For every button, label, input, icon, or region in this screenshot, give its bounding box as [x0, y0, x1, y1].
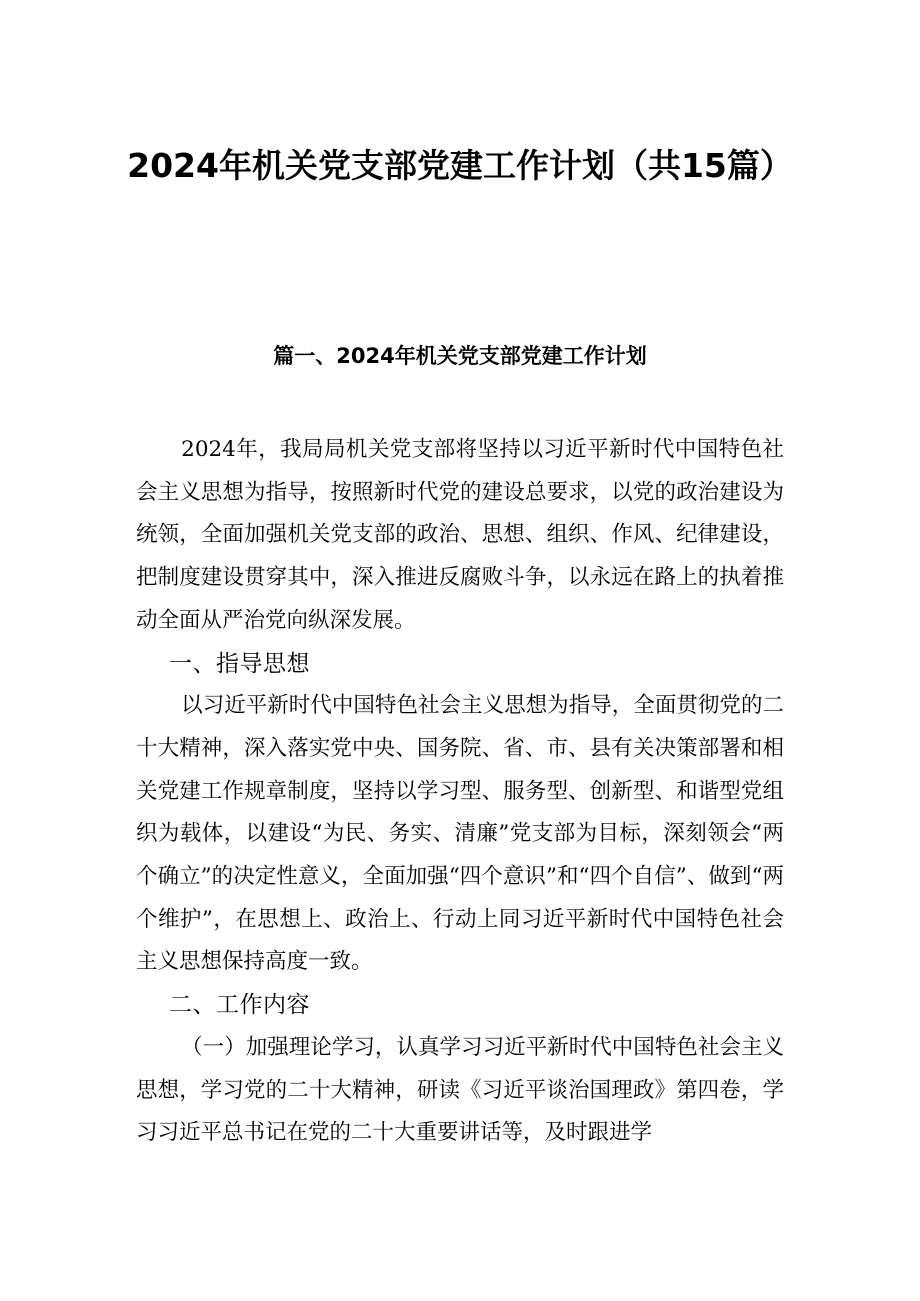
guiding-ideology-paragraph: 以习近平新时代中国特色社会主义思想为指导，全面贯彻党的二十大精神，深入落实党中央、国务院、省、市、县有关决策部署和相关党建工作规章制度，坚持以学习型、服务型、创新型、和谐型党组织为载体，以建设“为民、务实、清廉”党支部为目标，深刻领会“两个确立”的决定性意义，全面加强“四个意识”和“四个自信”、做到“两个维护”，在思想上、政治上、行动上同习近平新时代中国特色社会主义思想保持高度一致。: [136, 693, 784, 975]
document-title: 2024年机关党支部党建工作计划（共15篇）: [127, 146, 793, 185]
section-heading-work-content: 二、工作内容: [169, 992, 310, 1019]
document-body: [136, 429, 784, 1155]
section-heading-guiding-ideology: 一、指导思想: [169, 650, 310, 677]
work-content-paragraph: （一）加强理论学习，认真学习习近平新时代中国特色社会主义思想，学习党的二十大精神，研读《习近平谈治国理政》第四卷，学习习近平总书记在党的二十大重要讲话等，及时跟进学: [136, 1034, 784, 1146]
chapter-title: 篇一、2024年机关党支部党建工作计划: [273, 344, 647, 368]
intro-paragraph: 2024年，我局局机关党支部将坚持以习近平新时代中国特色社会主义思想为指导，按照新时代党的建设总要求，以党的政治建设为统领，全面加强机关党支部的政治、思想、组织、作风、纪律建设，把制度建设贯穿其中，深入推进反腐败斗争，以永远在路上的执着推动全面从严治党向纵深发展。: [136, 437, 784, 633]
